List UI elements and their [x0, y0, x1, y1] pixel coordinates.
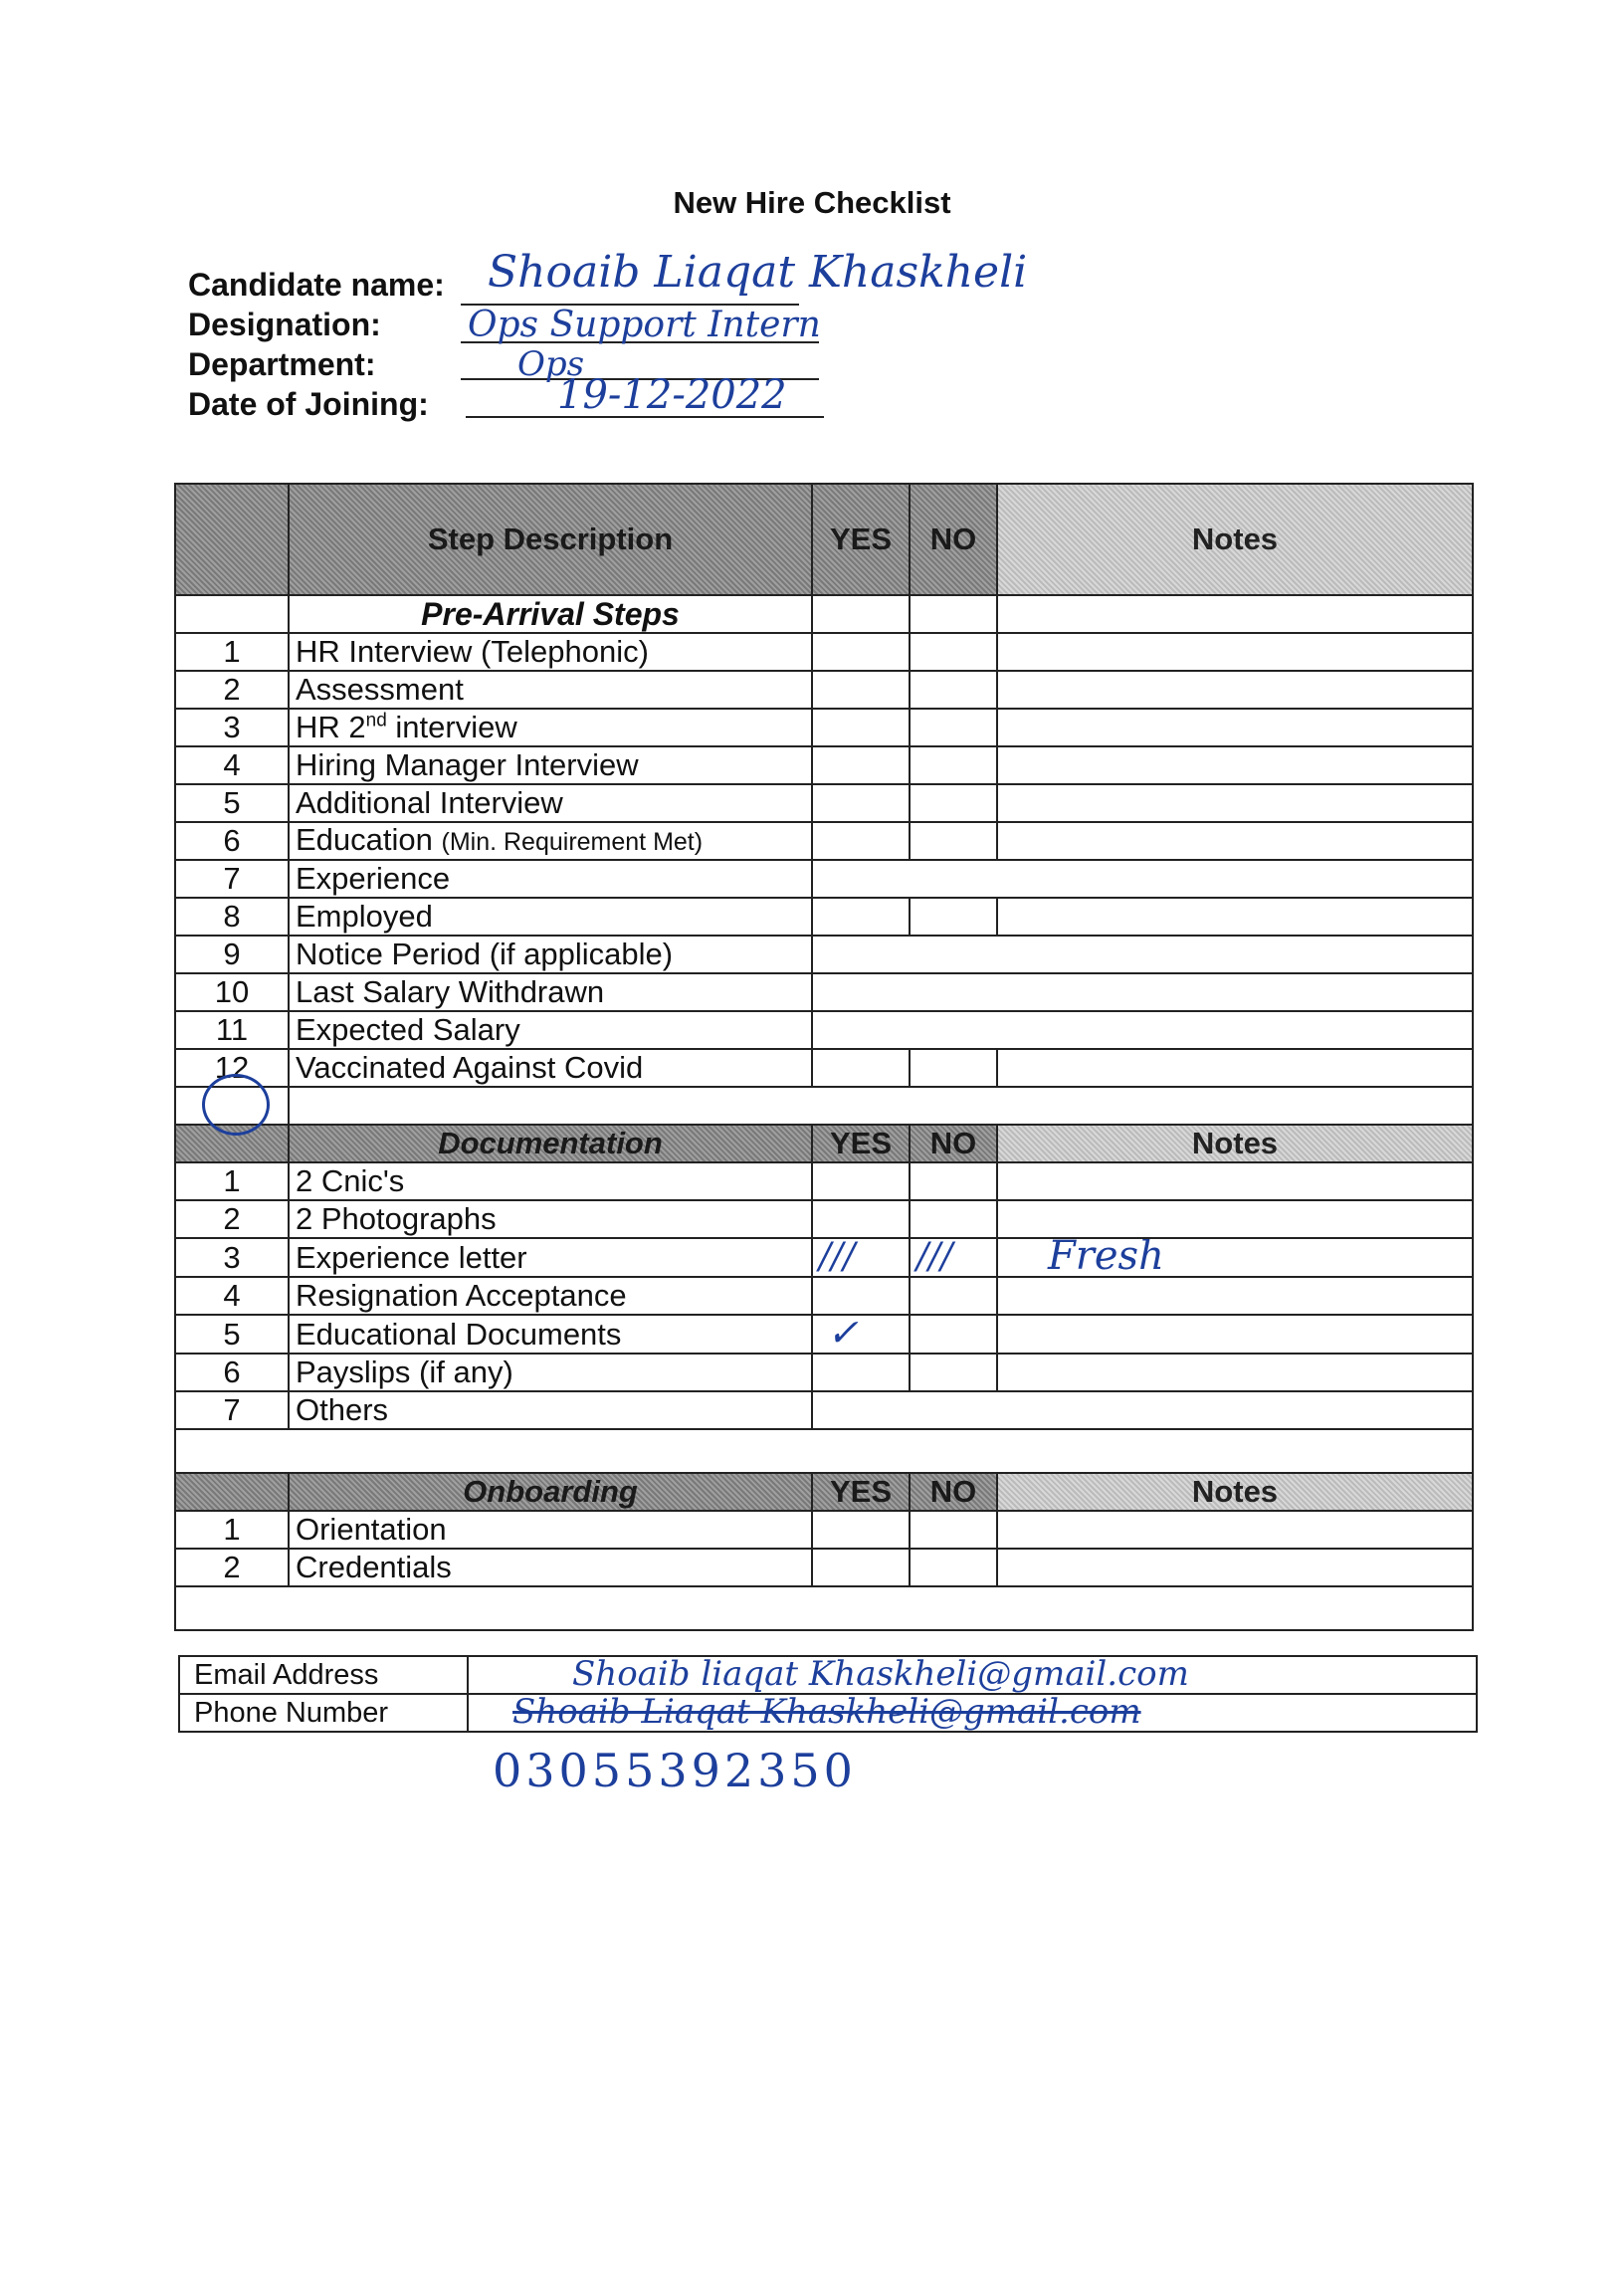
table-row	[175, 1549, 1473, 1586]
no-cell[interactable]: ///	[910, 1238, 997, 1277]
date-of-joining-value: 19-12-2022	[557, 372, 787, 418]
step-description: Resignation Acceptance	[289, 1277, 812, 1315]
row-number: 2	[175, 1549, 289, 1586]
no-column-header: NO	[910, 1125, 997, 1162]
step-description: Additional Interview	[289, 784, 812, 822]
yes-cell[interactable]: ///	[812, 1238, 910, 1277]
pre-arrival-title: Pre-Arrival Steps	[289, 595, 812, 633]
yes-cell[interactable]	[812, 671, 910, 709]
step-description: Others	[289, 1391, 812, 1429]
documentation-header-row	[175, 1125, 1473, 1162]
yes-cell[interactable]	[812, 1354, 910, 1391]
notes-cell[interactable]	[997, 1200, 1473, 1238]
yes-cell[interactable]: ✓	[812, 1315, 910, 1354]
no-cell[interactable]	[910, 1277, 997, 1315]
phone-struck-text: Shoaib Liaqat Khaskheli@gmail.com	[512, 1692, 1141, 1732]
table-row	[175, 1391, 1473, 1429]
row-number: 1	[175, 1162, 289, 1200]
step-description: HR 2nd interview	[289, 709, 812, 746]
handwritten-circle-mark	[202, 1074, 270, 1136]
date-of-joining-label: Date of Joining:	[188, 386, 429, 422]
step-description: Credentials	[289, 1549, 812, 1586]
candidate-name-label: Candidate name:	[188, 267, 445, 303]
notes-column-header: Notes	[997, 1125, 1473, 1162]
no-cell[interactable]	[910, 1162, 997, 1200]
yes-column-header: YES	[812, 1125, 910, 1162]
row-number: 2	[175, 1200, 289, 1238]
notes-cell[interactable]	[997, 898, 1473, 936]
email-value-cell[interactable]	[468, 1656, 1477, 1694]
phone-value: 03055392350	[493, 1744, 857, 1797]
no-cell[interactable]	[910, 633, 997, 671]
row-number: 12	[175, 1049, 289, 1087]
notes-cell[interactable]	[997, 822, 1473, 860]
notes-cell[interactable]	[997, 1511, 1473, 1549]
row-number: 3	[175, 709, 289, 746]
yes-cell[interactable]	[812, 1200, 910, 1238]
number-column-header	[175, 484, 289, 595]
no-cell[interactable]	[910, 746, 997, 784]
table-row	[175, 709, 1473, 746]
row-number: 7	[175, 860, 289, 898]
notes-cell[interactable]	[812, 1391, 1473, 1429]
phone-row	[179, 1694, 1477, 1732]
table-row	[175, 1200, 1473, 1238]
checklist-table	[174, 483, 1474, 1631]
row-number: 3	[175, 1238, 289, 1277]
notes-column-header: Notes	[997, 1473, 1473, 1511]
yes-cell[interactable]	[812, 1162, 910, 1200]
no-column-header: NO	[910, 484, 997, 595]
notes-cell[interactable]	[812, 1011, 1473, 1049]
yes-cell[interactable]	[812, 633, 910, 671]
page-title: New Hire Checklist	[673, 185, 951, 220]
step-description: Payslips (if any)	[289, 1354, 812, 1391]
no-cell[interactable]	[910, 709, 997, 746]
spacer-row	[175, 1586, 1473, 1630]
row-number: 5	[175, 784, 289, 822]
step-description: Hiring Manager Interview	[289, 746, 812, 784]
notes-cell[interactable]	[812, 973, 1473, 1011]
no-cell[interactable]	[910, 1049, 997, 1087]
notes-cell[interactable]	[997, 671, 1473, 709]
step-description: Notice Period (if applicable)	[289, 936, 812, 973]
row-number: 6	[175, 1354, 289, 1391]
section-subheader-row	[175, 595, 1473, 633]
spacer-row	[175, 1087, 1473, 1125]
step-description: 2 Cnic's	[289, 1162, 812, 1200]
spacer-row	[175, 1429, 1473, 1473]
notes-cell[interactable]	[997, 1049, 1473, 1087]
table-row	[175, 1277, 1473, 1315]
yes-cell[interactable]	[812, 1549, 910, 1586]
email-row	[179, 1656, 1477, 1694]
no-cell[interactable]	[910, 898, 997, 936]
row-number: 5	[175, 1315, 289, 1354]
yes-column-header: YES	[812, 1473, 910, 1511]
row-number: 11	[175, 1011, 289, 1049]
notes-column-header: Notes	[997, 484, 1473, 595]
yes-cell[interactable]	[812, 784, 910, 822]
no-cell[interactable]	[910, 822, 997, 860]
column-header-row	[175, 484, 1473, 595]
table-row	[175, 1354, 1473, 1391]
department-value: Ops	[517, 344, 585, 384]
designation-label: Designation:	[188, 307, 381, 342]
step-description: Last Salary Withdrawn	[289, 973, 812, 1011]
yes-cell[interactable]	[812, 1511, 910, 1549]
notes-cell[interactable]	[997, 1162, 1473, 1200]
step-description: Experience letter	[289, 1238, 812, 1277]
step-description: Experience	[289, 860, 812, 898]
table-row	[175, 746, 1473, 784]
row-number: 9	[175, 936, 289, 973]
table-row	[175, 822, 1473, 860]
table-row	[175, 1162, 1473, 1200]
step-description: HR Interview (Telephonic)	[289, 633, 812, 671]
email-label: Email Address	[179, 1656, 468, 1694]
notes-cell[interactable]	[812, 860, 1473, 898]
no-cell[interactable]	[910, 671, 997, 709]
table-row	[175, 784, 1473, 822]
designation-value: Ops Support Intern	[468, 305, 821, 345]
row-number: 7	[175, 1391, 289, 1429]
table-row	[175, 633, 1473, 671]
yes-cell[interactable]	[812, 822, 910, 860]
row-number: 1	[175, 1511, 289, 1549]
no-cell[interactable]	[910, 784, 997, 822]
step-description: Orientation	[289, 1511, 812, 1549]
notes-cell[interactable]	[997, 1315, 1473, 1354]
notes-cell[interactable]	[997, 784, 1473, 822]
notes-cell[interactable]	[997, 1354, 1473, 1391]
row-number: 1	[175, 633, 289, 671]
table-row	[175, 860, 1473, 898]
notes-cell[interactable]	[997, 1549, 1473, 1586]
row-number: 6	[175, 822, 289, 860]
notes-cell[interactable]	[997, 746, 1473, 784]
step-description: Education (Min. Requirement Met)	[289, 822, 812, 860]
notes-cell[interactable]	[997, 633, 1473, 671]
yes-cell[interactable]	[812, 898, 910, 936]
row-number: 8	[175, 898, 289, 936]
row-number: 2	[175, 671, 289, 709]
no-cell[interactable]	[910, 1315, 997, 1354]
row-number: 4	[175, 1277, 289, 1315]
no-cell[interactable]	[910, 1549, 997, 1586]
step-description-header: Step Description	[289, 484, 812, 595]
table-row	[175, 1049, 1473, 1087]
yes-cell[interactable]	[812, 1277, 910, 1315]
notes-cell[interactable]	[997, 1277, 1473, 1315]
notes-cell[interactable]	[812, 936, 1473, 973]
no-column-header: NO	[910, 1473, 997, 1511]
step-description: Expected Salary	[289, 1011, 812, 1049]
email-value: Shoaib liaqat Khaskheli@gmail.com	[572, 1654, 1189, 1694]
documentation-title: Documentation	[289, 1125, 812, 1162]
onboarding-header-row	[175, 1473, 1473, 1511]
no-cell[interactable]	[910, 1354, 997, 1391]
contact-table	[178, 1655, 1478, 1733]
yes-cell[interactable]	[812, 709, 910, 746]
step-description: Assessment	[289, 671, 812, 709]
candidate-name-value: Shoaib Liaqat Khaskheli	[488, 247, 1028, 298]
department-label: Department:	[188, 346, 376, 382]
notes-cell[interactable]: Fresh	[997, 1238, 1473, 1277]
table-row	[175, 1511, 1473, 1549]
yes-cell[interactable]	[812, 746, 910, 784]
yes-cell[interactable]	[812, 1049, 910, 1087]
table-row	[175, 671, 1473, 709]
table-row	[175, 1238, 1473, 1277]
table-row	[175, 973, 1473, 1011]
table-row	[175, 1011, 1473, 1049]
step-description: Employed	[289, 898, 812, 936]
yes-column-header: YES	[812, 484, 910, 595]
notes-cell[interactable]	[997, 709, 1473, 746]
step-description: 2 Photographs	[289, 1200, 812, 1238]
no-cell[interactable]	[910, 1511, 997, 1549]
step-description: Educational Documents	[289, 1315, 812, 1354]
phone-label: Phone Number	[179, 1694, 468, 1732]
row-number: 10	[175, 973, 289, 1011]
step-description: Vaccinated Against Covid	[289, 1049, 812, 1087]
no-cell[interactable]	[910, 1200, 997, 1238]
row-number: 4	[175, 746, 289, 784]
table-row	[175, 898, 1473, 936]
table-row	[175, 936, 1473, 973]
phone-value-cell[interactable]	[468, 1694, 1477, 1732]
table-row	[175, 1315, 1473, 1354]
onboarding-title: Onboarding	[289, 1473, 812, 1511]
